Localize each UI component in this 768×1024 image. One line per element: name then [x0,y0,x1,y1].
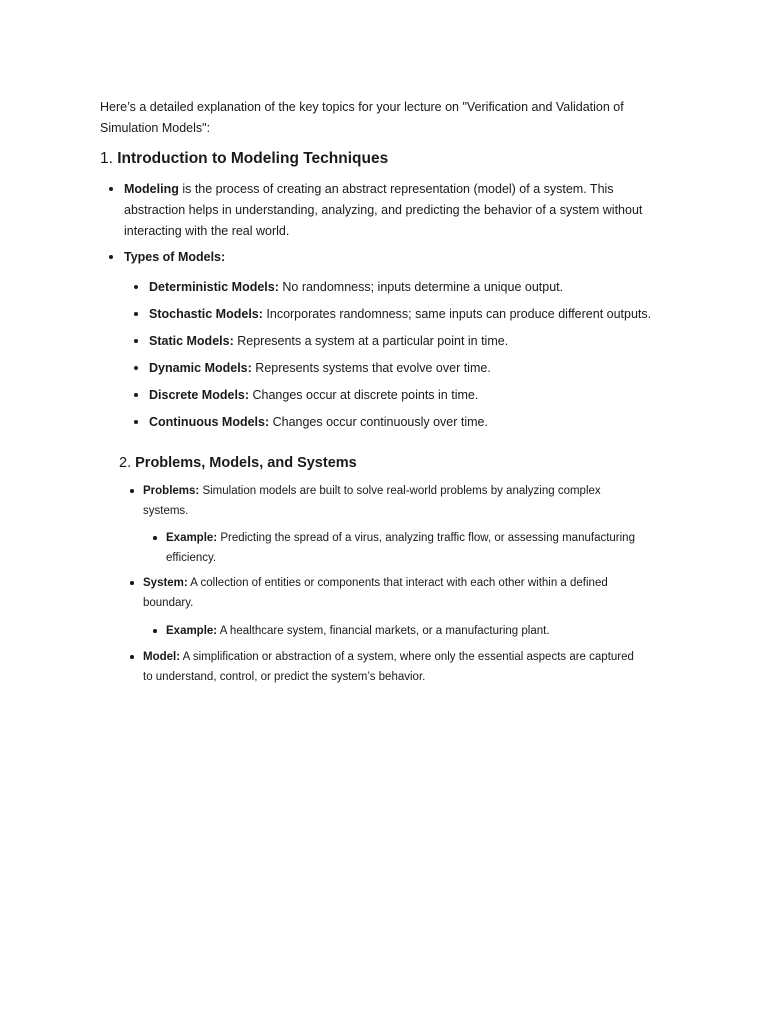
text-model: A simplification or abstraction of a system, where only the essential aspects are captured to understand, control, or predict the system’s behavior. [143,651,634,683]
bullet-icon [134,393,138,397]
bullet-icon [109,255,113,259]
text-continuous: Changes occur continuously over time. [269,415,488,429]
section-1-list [124,179,664,242]
section-2-number: 2. [119,455,132,471]
list-item-system [143,573,643,613]
section-1-list-types [124,247,664,268]
list-item-discrete [149,386,669,404]
text-problems: Simulation models are built to solve real-world problems by analyzing complex systems. [143,485,601,517]
text-discrete: Changes occur at discrete points in time. [249,388,479,402]
list-item-system-example [166,621,646,641]
text-deterministic: No randomness; inputs determine a unique output. [278,280,564,294]
intro-paragraph: Here’s a detailed explanation of the key topics for your lecture on "Verification and Validation of Simulation Models": [100,100,624,135]
list-item-problems-example [166,528,646,568]
term-deterministic: Deterministic Models: [149,280,279,294]
bullet-icon [130,655,134,659]
bullet-icon [134,312,138,316]
list-item-types [124,247,664,268]
section-1-number: 1. [100,150,113,167]
term-continuous: Continuous Models: [149,415,270,429]
term-discrete: Discrete Models: [149,388,250,402]
term-dynamic: Dynamic Models: [149,361,252,375]
bullet-icon [134,339,138,343]
section-2-heading [119,455,357,471]
text-system-example: A healthcare system, financial markets, or a manufacturing plant. [217,625,550,637]
section-1-heading [100,150,388,168]
section-2-list-problems [143,481,643,521]
bullet-icon [134,420,138,424]
bullet-icon [134,285,138,289]
list-item-dynamic [149,359,669,377]
system-example-list [166,621,646,641]
term-problems: Problems: [143,485,200,497]
term-example: Example: [166,625,218,637]
section-2-title: Problems, Models, and Systems [135,455,357,471]
term-modeling: Modeling [124,182,179,196]
list-item-stochastic [149,305,669,323]
section-1-title: Introduction to Modeling Techniques [117,150,389,167]
text-system: A collection of entities or components that interact with each other within a defined boundary. [143,577,608,609]
term-static: Static Models: [149,334,234,348]
term-types: Types of Models: [124,250,226,264]
text-problems-example: Predicting the spread of a virus, analyzing traffic flow, or assessing manufacturing efficiency. [166,532,635,564]
section-2-list-system [143,573,643,613]
bullet-icon [130,581,134,585]
section-2-list-model [143,647,643,687]
term-system: System: [143,577,188,589]
text-static: Represents a system at a particular point in time. [233,334,509,348]
problems-example-list [166,528,646,568]
bullet-icon [109,187,113,191]
bullet-icon [153,629,157,633]
list-item-problems [143,481,643,521]
bullet-icon [153,536,157,540]
term-model: Model: [143,651,181,663]
list-item-modeling [124,179,664,242]
list-item-model [143,647,643,687]
types-of-models-list [149,278,669,440]
term-example: Example: [166,532,218,544]
text-stochastic: Incorporates randomness; same inputs can produce different outputs. [262,307,652,321]
bullet-icon [134,366,138,370]
text-modeling: is the process of creating an abstract representation (model) of a system. This abstraction helps in understanding, analyzing, and predicting the behavior of a system without interacting with the real world. [124,182,643,238]
term-stochastic: Stochastic Models: [149,307,263,321]
list-item-continuous [149,413,669,431]
bullet-icon [130,489,134,493]
list-item-static [149,332,669,350]
text-dynamic: Represents systems that evolve over time. [251,361,491,375]
list-item-deterministic [149,278,669,296]
